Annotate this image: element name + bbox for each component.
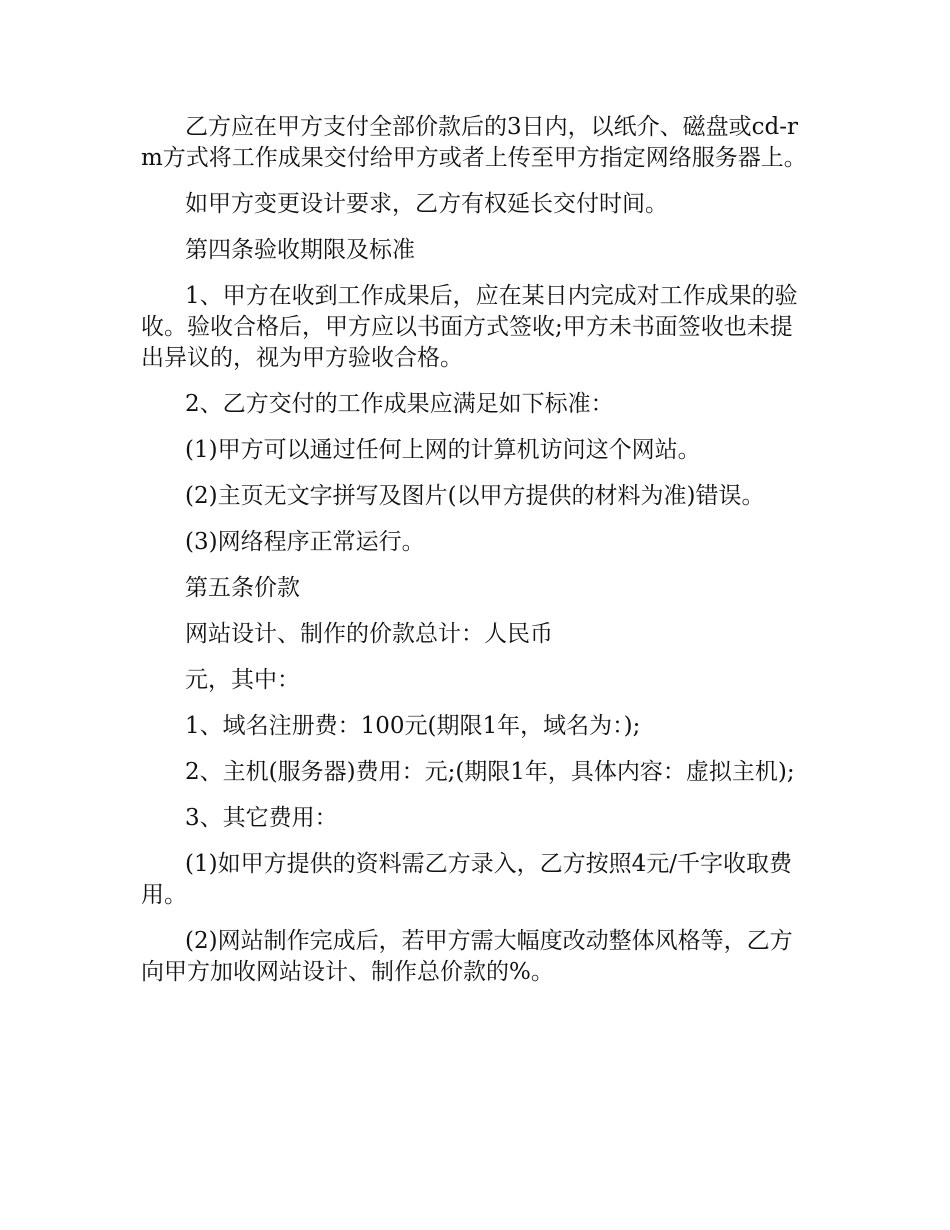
list-item-standard-2: (2)主页无文字拼写及图片(以甲方提供的材料为准)错误。 [185,483,765,509]
list-item-domain-fee: 1、域名注册费：100元(期限1年，域名为：); [185,713,641,739]
paragraph-acceptance-standards: 2、乙方交付的工作成果应满足如下标准： [185,391,614,417]
paragraph-design-change: 如甲方变更设计要求，乙方有权延长交付时间。 [185,191,668,217]
list-item-data-entry-fee: (1)如甲方提供的资料需乙方录入，乙方按照4元/千字收取费用。 [141,851,792,908]
heading-article-4: 第四条验收期限及标准 [185,237,415,263]
document-body [141,112,809,1003]
list-item-redesign-fee: (2)网站制作完成后，若甲方需大幅度改动整体风格等，乙方向甲方加收网站设计、制作总价款的%。 [141,928,793,985]
list-item-standard-1: (1)甲方可以通过任何上网的计算机访问这个网站。 [185,437,701,463]
paragraph-total-price: 网站设计、制作的价款总计：人民币 [185,621,553,647]
paragraph-price-breakdown-intro: 元，其中： [185,667,300,693]
list-item-host-fee: 2、主机(服务器)费用：元;(期限1年，具体内容：虚拟主机); [185,759,795,785]
list-item-other-fees: 3、其它费用： [185,805,338,831]
heading-article-5: 第五条价款 [185,575,300,601]
paragraph-delivery-terms: 乙方应在甲方支付全部价款后的3日内，以纸介、磁盘或cd-rm方式将工作成果交付给甲方或者上传至甲方指定网络服务器上。 [141,114,807,171]
paragraph-acceptance-period: 1、甲方在收到工作成果后，应在某日内完成对工作成果的验收。验收合格后，甲方应以书面方式签收;甲方未书面签收也未提出异议的，视为甲方验收合格。 [141,283,798,371]
list-item-standard-3: (3)网络程序正常运行。 [185,529,425,555]
